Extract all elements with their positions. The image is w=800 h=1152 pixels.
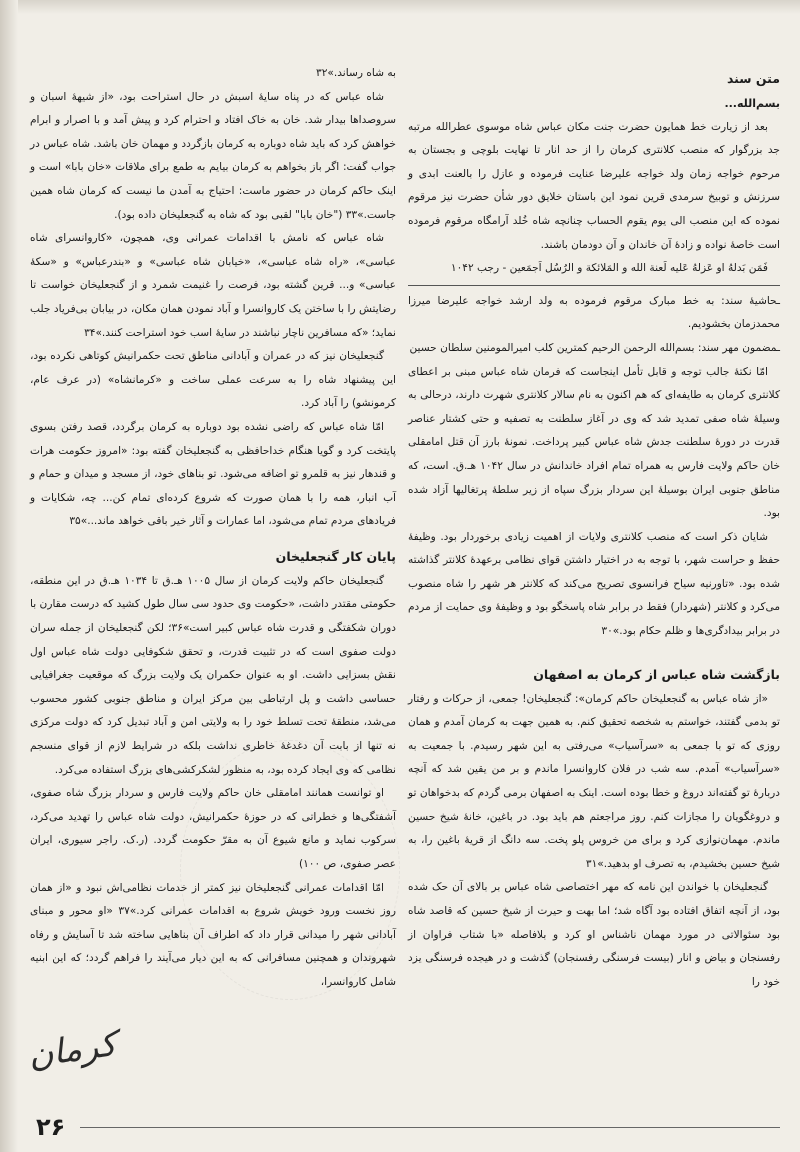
divider [408,285,780,286]
right-paragraph-6: گنجعلیخان با خواندن این نامه که مهر اختصاصی شاه عباس بر بالای آن حک شده بود، از آنچه اتفاق افتاده بود آگاه شد؛ اما بهت و حیرت از شیخ حسین که قاصد شاه بود سئوالاتی در مورد مهمان ناشناس او کرد و بلافاصله «با شتاب فراوان از رفسنجان و بیاض و انار (بیست فرسنگی رفسنجان) گذشت و در هیجده فرسنگی یزد خود را [408,881,780,988]
left-paragraph-7: امّا اقدامات عمرانی گنجعلیخان نیز کمتر از خدمات نظامی‌اش نبود و «از همان روز نخست ورود خویش شروع به اقدامات عمرانی کرد.»۳۷ «او محور و مبنای آبادانی شهر را میدانی قرار داد که اطراف آن بناهایی ساخته شد تا آسایش و رفاه شهروندان و همچنین مسافرانی که به این دیار می‌آیند را فراهم گردد؛ که این ابنیه شامل کاروانسرا، [30,881,396,988]
footer-rule [80,1127,780,1128]
left-paragraph-2: شاه عباس که نامش با اقدامات عمرانی وی، همچون، «کاروانسرای شاه عباسی»، «راه شاه عباسی»، «خیابان شاه عباسی» و «بندرعباس» و «سکهٔ عباسی» و... قرین گشته بود، فرصت را غنیمت شمرد و از گنجعلیخان خواست تا رضایتش را با ساختن یک کاروانسرا و آباد نمودن همان مکان، در بیابان بی‌فریاد جلب نماید؛ «که مسافرین ناچار نباشند در سایهٔ اسب خود استراحت کنند.»۳۴ [30,232,396,339]
right-paragraph-5: «از شاه عباس به گنجعلیخان حاکم کرمان»: گنجعلیخان! جمعی، از حرکات و رفتار تو بدمی گفتند، خواستم به شخصه تحقیق کنم. به همین جهت به کرمان آمدم و همان روزی که تو با جمعی به «سرآسیاب» می‌رفتی به این شهر رسیدم. با جمعیت به «سرآسیاب» آمدم. سه شب در فلان کاروانسرا ماندم و بر من یقین شد که آنچه دربارهٔ تو گفته‌اند دروغ و خطا بوده است. اینک به اصفهان برمی گردم که بدخواهان تو و دروغگویان را مجازات کنم. روز مراجعتم هم باید بود. در باغین، خانهٔ شیخ حسین ماندم. مهمان‌نوازی کرد و برای من خروس پلو پخت. سه دانگ از قریهٔ باغین را، به شیخ حسین بخشیدم، به تصرف او بدهید.»۳۱ [408,692,780,870]
section-title-return: بازگشت شاه عباس از کرمان به اصفهان [533,666,780,682]
document-seal-text: ـمضمون مهر سند: بسم‌الله الرحمن الرحیم کمترین کلب امیرالمومنین سلطان حسین [409,341,780,354]
document-margin-note: ـحاشیهٔ سند: به خط مبارک مرقوم فرموده به ولد ارشد خواجه علیرضا میرزا محمدزمان بخشودیم. [408,294,780,331]
page-number: ۲۶ [36,1113,66,1141]
page-binding-shade [0,0,18,1152]
right-paragraph-3: امّا نکتهٔ جالب توجه و قابل تأمل اینجاست که فرمان شاه عباس مبنی بر اعطای کلانتری کرمان به طایفه‌ای که هم اکنون به نام سالار کلانتری شهرت دارند، درحالی به وسیلهٔ شاه صفی تمدید شد که وی در آغاز سلطنت به تصفیه و حتی کشتار عناصر قدرت در دورهٔ سلطنت جدش شاه عباس کبیر پرداخت. نمونهٔ بارز آن قتل امامقلی خان حاکم ولایت فارس به همراه تمام افراد خاندانش در سال ۱۰۴۲ هـ.ق. است، که مناطق جنوبی ایران بوسیلهٔ این سردار بزرگ سپاه از زیر سلطهٔ پرتغالیها آزاد شده بود. [408,365,780,520]
section-title-end: پایان کار گنجعلیخان [275,548,396,564]
spacer [408,644,780,658]
page-top-shade [0,0,800,14]
left-paragraph-3: گنجعلیخان نیز که در عمران و آبادانی مناطق تحت حکمرانیش کوتاهی نکرده بود، این پیشنهاد شاه را به سرعت عملی ساخت و «کرمانشاه» (در عرف عام، کرمونشو) را آباد کرد. [30,350,396,410]
right-paragraph-4: شایان ذکر است که منصب کلانتری ولایات از اهمیت زیادی برخوردار بود. وظیفهٔ حفظ و حراست شهر، با توجه به در اختیار داشتن قوای نظامی برعهدهٔ کلانتر گذاشته شده بود. «تاورنیه سیاح فرانسوی تصریح می‌کند که کلانتر هر شهر را شاه منصوب می‌کرد و کلانتر (شهردار) فقط در برابر شاه پاسخگو بود و وظیفهٔ وی حمایت از مردم در برابر بیدادگری‌ها و ظلم حکام بود.»۳۰ [408,530,780,638]
left-paragraph-0: به شاه رساند.»۳۲ [316,67,396,79]
left-paragraph-4: امّا شاه عباس که راضی نشده بود دوباره به کرمان برگردد، قصد رفتن بسوی پایتخت کرد و گویا هنگام خداحافظی به گنجعلیخان گفته بود: «امروز حکومت هرات و قندهار نیز به قلمرو تو اضافه می‌شود. تو بناهای خود، از مسجد و میدان و حمام و آب انبار، همه را با همان صورت که شروع کرده‌ای تمام کن... چه، شکایات و فریادهای مردم تمام می‌شود، اما عمارات و آثار خیر باقی خواهد ماند...»۳۵ [30,420,396,528]
document-paragraph-1: بعد از زیارت خط همایون حضرت جنت مکان عباس شاه موسوی عطرالله مرتبه جد بزرگوار که منصب کلانتری کرمان را از حد انار تا نهایت بلوچی و بجستان به مرحوم خواجه زمان ولد خواجه علیرضا عنایت فرموده و عازل را بالعنت ابدی و سرزنش و توبیخ سرمدی قرین نمود این باستان خلایق دور شأن حضرت نیز مرقوم نموده که این منصب الی یوم یقوم الحساب چنانچه شاه خُلد آرامگاه مرقوم فرموده است خاصهٔ نواده و زادهٔ آن خاندان و آن دودمان باشند. [408,120,780,251]
left-paragraph-5: گنجعلیخان حاکم ولایت کرمان از سال ۱۰۰۵ هـ.ق تا ۱۰۳۴ هـ.ق در این منطقه، حکومتی مقتدر داشت، «حکومت وی حدود سی سال طول کشید که درست مقارن با دوران شکفتگی و قدرت شاه عباس کبیر است»۳۶؛ لکن گنجعلیخان از جمله سران دولت صفوی است که در تثبیت قدرت، و تحقق شکوفایی دولت شاه عباس اول نقش بسزایی داشت. او به عنوان حکمران یک ولایت بزرگ که موقعیت جغرافیایی حساسی داشت و پل ارتباطی بین مرکز ایران و مناطق جنوبی کشور محسوب می‌شد، منطقهٔ تحت تسلط خود را به ولایتی امن و آباد تبدیل کرد که دولت مرکزی نه تنها از بابت آن دغدغهٔ خاطری نداشت بلکه در شرایط لازم از قوای منسجم نظامی که وی ایجاد کرده بود، به منظور لشکرکشی‌های بزرگ استفاده می‌کرد. [30,574,397,776]
left-paragraph-1: شاه عباس که در پناه سایهٔ اسبش در حال استراحت بود، «از شیههٔ اسبان و سروصداها بیدار شد. خان به خاک افتاد و احترام کرد و پیش آمد و با اصرار و ابرام خواهش کرد که باید شاه دوباره به کرمان بازگردد و مهمان خان باشد. شاه عباس در جواب گفت: اگر باز بخواهم به کرمان بیایم به طمع برای ملاقات «خان بابا» است و اینک حاکم کرمان در حضور ماست: احتیاج به آمدن ما نیست که کرمان شاه همین جاست.»۳۳ ("خان بابا" لقبی بود که شاه به گنجعلیخان داده بود). [30,90,396,221]
left-paragraph-6: او توانست همانند امامقلی خان حاکم ولایت فارس و سردار بزرگ شاه صفوی، آشفتگی‌ها و خطراتی که در حوزهٔ حکمرانیش، دولت شاه عباس را تهدید می‌کرد، سرکوب نماید و مانع شیوع آن به مقرّ حکومت گردد. (ر.ک. راجر سیوری، ایران عصر صفوی، ص ۱۰۰) [30,787,396,870]
section-title-document-text: متن سند [726,71,780,86]
left-column [30,62,396,995]
bismillah-line: بسم‌الله... [724,97,780,110]
right-column [408,62,780,994]
document-paragraph-2: فَمَن بَدلهُ او عَزلهُ عَلیه لَعنة الله و المَلائکة و الرُسُل اَجمَعین - رجب ۱۰۴۲ [450,262,768,275]
spacer [30,534,396,540]
magazine-logo: کرمان [25,1024,119,1076]
